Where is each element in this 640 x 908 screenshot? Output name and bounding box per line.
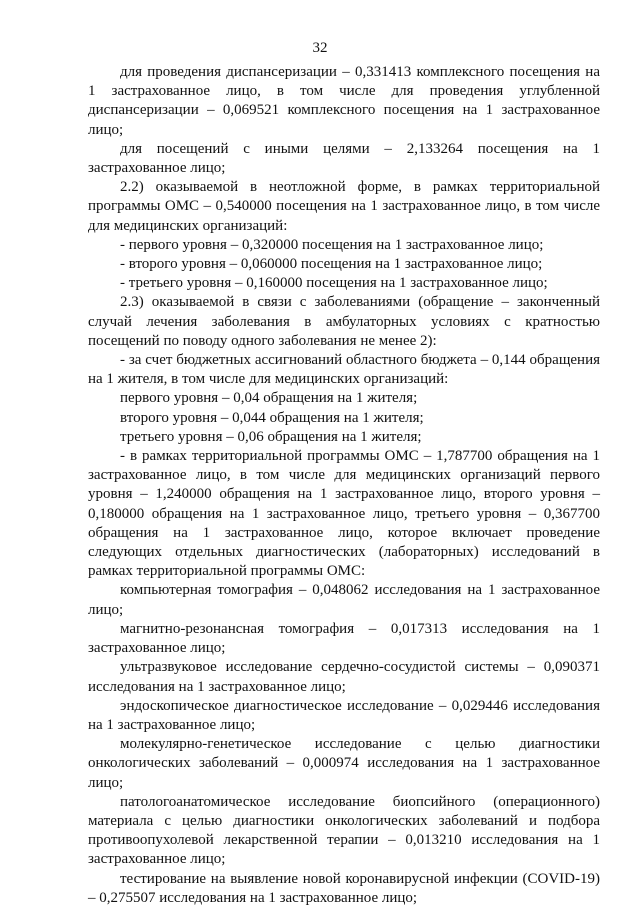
list-item: - первого уровня – 0,320000 посещения на 1 застрахованное лицо; [120,236,544,253]
list-item: тестирование на выявление новой коронавирусной инфекции (COVID-19) – 0,275507 исследования на 1 застрахованное лицо; [88,870,600,906]
list-item: патологоанатомическое исследование биопсийного (операционного) материала с целью диагностики онкологических заболеваний и подбора противоопухолевой лекарственной терапии – 0,013210 исследования на 1 застрахованное лицо; [88,793,600,868]
paragraph: для посещений с иными целями – 2,133264 посещения на 1 застрахованное лицо; [88,140,600,177]
document-body [88,63,600,908]
list-item: - за счет бюджетных ассигнований областного бюджета – 0,144 обращения на 1 жителя, в том числе для медицинских организаций: [88,352,600,388]
list-item: первого уровня – 0,04 обращения на 1 жителя; [120,390,418,407]
paragraph: 2.3) оказываемой в связи с заболеваниями (обращение – законченный случай лечения заболевания в амбулаторных условиях с кратностью посещений по поводу одного заболевания не менее 2): [88,294,600,349]
list-item: ультразвуковое исследование сердечно-сосудистой системы – 0,090371 исследования на 1 застрахованное лицо; [88,659,600,695]
list-item: - второго уровня – 0,060000 посещения на 1 застрахованное лицо; [120,256,543,273]
list-item: компьютерная томография – 0,048062 исследования на 1 застрахованное лицо; [88,582,600,618]
list-item: эндоскопическое диагностическое исследование – 0,029446 исследования на 1 застрахованное лицо; [88,697,600,733]
list-item: молекулярно-генетическое исследование с целью диагностики онкологических заболеваний – 0,000974 исследования на 1 застрахованное лицо; [88,736,600,791]
page-number: 32 [312,40,328,56]
list-item: - в рамках территориальной программы ОМС – 1,787700 обращения на 1 застрахованное лицо, в том числе для медицинских организаций первого уровня – 1,240000 обращения на 1 застрахованное лицо, второго уровня – 0,180000 обращения на 1 застрахованное лицо, третьего уровня – 0,367700 обращения на 1 застрахованное лицо, которое включает проведение следующих отдельных диагностических (лабораторных) исследований в рамках территориальной программы ОМС: [88,448,600,580]
list-item: - третьего уровня – 0,160000 посещения на 1 застрахованное лицо; [120,275,548,292]
paragraph: 2.2) оказываемой в неотложной форме, в рамках территориальной программы ОМС – 0,540000 посещения на 1 застрахованное лицо, в том числе для медицинских организаций: [88,179,600,234]
list-item: второго уровня – 0,044 обращения на 1 жителя; [120,409,424,426]
list-item: магнитно-резонансная томография – 0,017313 исследования на 1 застрахованное лицо; [88,620,600,657]
list-item: третьего уровня – 0,06 обращения на 1 жителя; [120,428,422,445]
paragraph: для проведения диспансеризации – 0,331413 комплексного посещения на 1 застрахованное лицо, в том числе для проведения углубленной диспансеризации – 0,069521 комплексного посещения на 1 застрахованное лицо; [88,64,600,138]
